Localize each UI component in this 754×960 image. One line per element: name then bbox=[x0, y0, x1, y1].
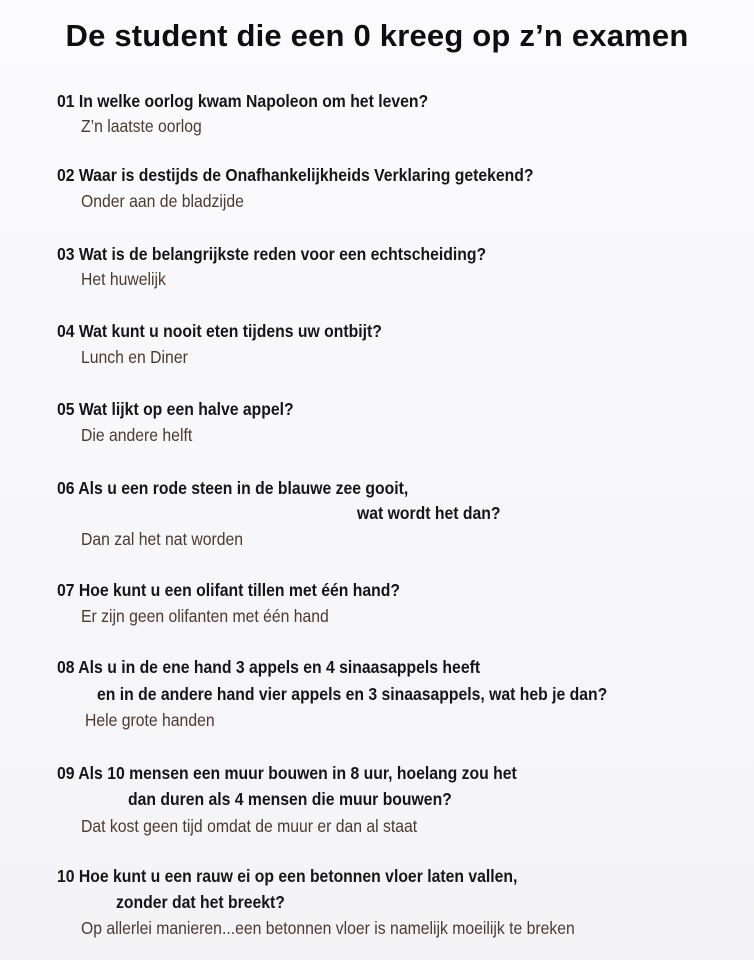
question-10-line2: zonder dat het breekt? bbox=[116, 892, 285, 912]
question-09-line2: dan duren als 4 mensen die muur bouwen? bbox=[128, 789, 452, 809]
question-05: 05 Wat lijkt op een halve appel? bbox=[57, 399, 294, 419]
question-01: 01 In welke oorlog kwam Napoleon om het leven? bbox=[57, 91, 429, 111]
question-10-line1: 10 Hoe kunt u een rauw ei op een betonnen vloer laten vallen, bbox=[57, 866, 518, 886]
answer-07: Er zijn geen olifanten met één hand bbox=[81, 606, 329, 626]
question-06-line1: 06 Als u een rode steen in de blauwe zee gooit, bbox=[57, 478, 409, 498]
question-08-line2: en in de andere hand vier appels en 3 sinaasappels, wat heb je dan? bbox=[97, 684, 608, 704]
answer-09: Dat kost geen tijd omdat de muur er dan al staat bbox=[81, 816, 418, 836]
answer-02: Onder aan de bladzijde bbox=[81, 191, 244, 211]
page-title: De student die een 0 kreeg op z’n examen bbox=[65, 18, 689, 53]
question-09-line1: 09 Als 10 mensen een muur bouwen in 8 uur, hoelang zou het bbox=[57, 763, 517, 783]
answer-10: Op allerlei manieren...een betonnen vloer is namelijk moeilijk te breken bbox=[81, 918, 575, 938]
answer-06: Dan zal het nat worden bbox=[81, 529, 243, 549]
question-07: 07 Hoe kunt u een olifant tillen met één hand? bbox=[57, 580, 401, 600]
question-06-line2: wat wordt het dan? bbox=[357, 503, 501, 523]
answer-01: Z’n laatste oorlog bbox=[81, 116, 202, 136]
answer-08: Hele grote handen bbox=[85, 710, 215, 730]
answer-05: Die andere helft bbox=[81, 425, 193, 445]
question-08-line1: 08 Als u in de ene hand 3 appels en 4 sinaasappels heeft bbox=[57, 657, 481, 677]
answer-03: Het huwelijk bbox=[81, 269, 166, 289]
question-04: 04 Wat kunt u nooit eten tijdens uw ontbijt? bbox=[57, 321, 382, 341]
answer-04: Lunch en Diner bbox=[81, 347, 188, 367]
question-03: 03 Wat is de belangrijkste reden voor een echtscheiding? bbox=[57, 244, 487, 264]
question-02: 02 Waar is destijds de Onafhankelijkheids Verklaring getekend? bbox=[57, 165, 534, 185]
